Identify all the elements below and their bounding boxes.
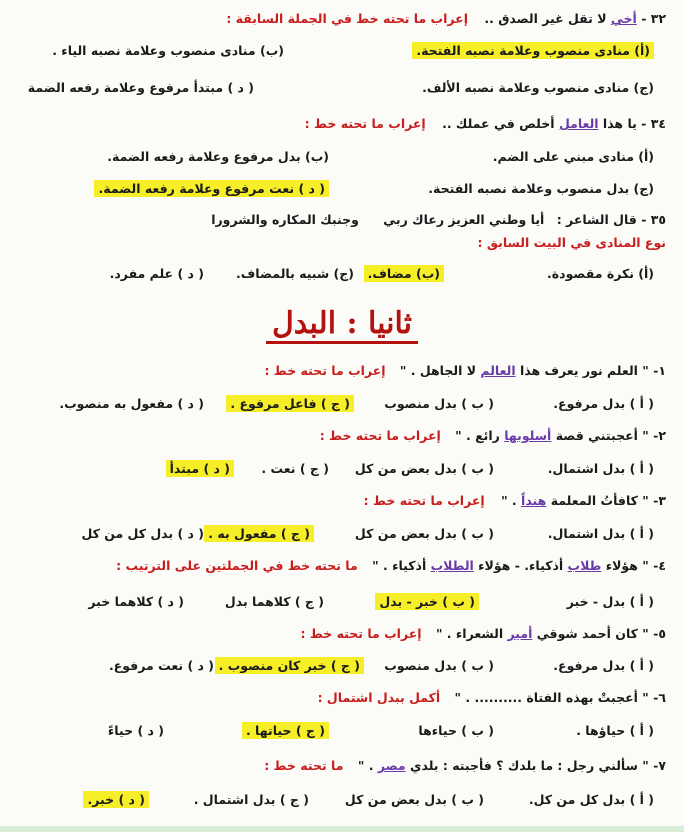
q35-instruction: نوع المنادى في البيت السابق : [477,235,666,250]
b4-option-a[interactable]: ( أ ) بدل - خبر [566,594,654,609]
q35-verse-first: أيا وطني العزيز رعاك ربي [383,212,545,227]
q32-option-c[interactable]: (ج) منادى منصوب وعلامة نصبه الألف. [422,80,654,95]
q34-instruction: إعراب ما تحته خط : [304,116,426,131]
section-title: ثانيا : البدل [0,306,684,341]
q35-stem [10,209,666,231]
b6-option-b[interactable]: ( ب ) حياءها [418,723,494,738]
b1-option-c[interactable]: ( ج ) فاعل مرفوع . [226,393,354,415]
b4-text-post: أذكياء . " [372,558,427,573]
b2-number: ٢- [653,428,666,443]
b3-option-b[interactable]: ( ب ) بدل بعض من كل [354,526,494,541]
b5-text-pre: " كان أحمد شوقي [536,626,649,641]
q32-option-a[interactable]: (أ) منادى منصوب وعلامة نصبه الفتحة. [412,40,654,62]
b3-option-c[interactable]: ( ج ) مفعول به . [204,523,314,545]
b5-option-a[interactable]: ( أ ) بدل مرفوع. [553,658,654,673]
b6-option-a[interactable]: ( أ ) حياؤها . [576,723,654,738]
b3-underlined-word: هنداً [521,493,547,508]
b1-stem [10,360,666,382]
b1-option-b[interactable]: ( ب ) بدل منصوب [384,396,494,411]
b2-instruction: إعراب ما تحته خط : [319,428,441,443]
b7-option-a[interactable]: ( أ ) بدل كل من كل. [528,792,654,807]
b1-option-a[interactable]: ( أ ) بدل مرفوع. [553,396,654,411]
q34-underlined-word: العامل [558,116,599,131]
b2-text-post: رائع . " [455,428,500,443]
b4-option-c[interactable]: ( ج ) كلاهما بدل [224,594,324,609]
b2-option-b[interactable]: ( ب ) بدل بعض من كل [354,461,494,476]
q34-option-b[interactable]: (ب) بدل مرفوع وعلامة رفعه الضمة. [107,149,329,164]
b3-text-post: . " [501,493,517,508]
b3-stem [10,490,666,512]
b3-option-a[interactable]: ( أ ) بدل اشتمال. [547,526,654,541]
b6-text-post: . " [454,690,471,705]
b4-stem [10,555,666,577]
b5-stem [10,623,666,645]
b7-option-c[interactable]: ( ج ) بدل اشتمال . [193,792,309,807]
q32-option-b[interactable]: (ب) منادى منصوب وعلامة نصبه الياء . [52,43,284,58]
b2-underlined-word: أسلوبها [504,428,552,443]
b3-option-d[interactable]: ( د ) بدل كل من كل [81,526,204,541]
q35-number: ٣٥ - قال الشاعر : [556,212,666,227]
b6-number: ٦- [653,690,666,705]
b1-text-pre: " العلم نور يعرف هذا [519,363,649,378]
b1-option-d[interactable]: ( د ) مفعول به منصوب. [59,396,204,411]
b4-instruction: ما تحته خط في الجملتين على الترتيب : [116,558,358,573]
q34-option-c[interactable]: (ج) بدل منصوب وعلامة نصبه الفتحة. [428,181,654,196]
b5-option-b[interactable]: ( ب ) بدل منصوب [384,658,494,673]
b5-instruction: إعراب ما تحته خط : [300,626,422,641]
b2-stem [10,425,666,447]
q32-number: ٣٢ - [641,11,666,26]
b6-text-pre: " أعجبتْ بهذه الفتاة .......... [474,690,649,705]
b4-underlined-word-second: الطلاب [430,558,474,573]
b1-underlined-word: العالم [480,363,516,378]
q34-text-pre: ٣٤ - يا هذا [602,116,666,131]
b5-text-post: الشعراء . " [435,626,504,641]
q34-option-a[interactable]: (أ) منادى مبني على الضم. [492,149,654,164]
b5-option-c[interactable]: ( ج ) خبر كان منصوب . [215,655,364,677]
b2-option-d[interactable]: ( د ) مبتدأ [166,458,234,480]
q35-option-c[interactable]: (ج) شبيه بالمضاف. [236,266,354,281]
b7-text-pre: " سألني رجل : ما بلدك ؟ فأجبته : بلدي [410,758,649,773]
b1-text-post: لا الجاهل . " [399,363,477,378]
bottom-bar [0,826,684,832]
b2-text-pre: " أعجبتني قصة [555,428,649,443]
q32-instruction: إعراب ما تحته خط في الجملة السابقة : [226,11,468,26]
b3-number: ٣- [653,493,666,508]
q34-option-d[interactable]: ( د ) نعت مرفوع وعلامة رفعه الضمة. [94,178,329,200]
b1-number: ١- [653,363,666,378]
b7-number: ٧- [653,758,666,773]
b7-underlined-word: مصر [377,758,406,773]
b2-option-a[interactable]: ( أ ) بدل اشتمال. [547,461,654,476]
q35-verse-second: وجنبك المكاره والشرورا [211,212,359,227]
b7-stem [10,755,666,777]
b4-option-d[interactable]: ( د ) كلاهما خبر [88,594,184,609]
b7-option-b[interactable]: ( ب ) بدل بعض من كل [344,792,484,807]
b3-text-pre: " كافأتُ المعلمة [550,493,649,508]
b4-underlined-word-first: طلاب [567,558,602,573]
b5-underlined-word: أمير [507,626,533,641]
q35-option-d[interactable]: ( د ) علم مفرد. [109,266,204,281]
q34-stem [10,113,666,135]
b6-stem [10,687,666,709]
b7-instruction: ما تحته خط : [264,758,344,773]
q32-option-d[interactable]: ( د ) مبتدأ مرفوع وعلامة رفعه الضمة [27,80,254,95]
b6-option-d[interactable]: ( د ) حياءً [107,723,164,738]
q32-underlined-word: أخي [610,11,637,26]
b6-option-c[interactable]: ( ج ) حياتها . [242,720,329,742]
b2-option-c[interactable]: ( ج ) نعت . [261,461,329,476]
q34-text-post: أخلص في عملك .. [442,116,555,131]
b7-text-post: . " [357,758,374,773]
b4-number: ٤- [653,558,666,573]
b1-instruction: إعراب ما تحته خط : [264,363,386,378]
b4-text-mid: أذكياء. - هؤلاء [478,558,564,573]
b4-option-b[interactable]: ( ب ) خبر - بدل [375,591,479,613]
b5-number: ٥- [653,626,666,641]
b6-instruction: أكمل ببدل اشتمال : [317,690,441,705]
b3-instruction: إعراب ما تحته خط : [363,493,485,508]
q35-option-a[interactable]: (أ) نكرة مقصودة. [547,266,654,281]
b5-option-d[interactable]: ( د ) نعت مرفوع. [108,658,214,673]
b7-option-d[interactable]: ( د ) خبر. [83,789,149,811]
q32-text: لا تقل غير الصدق .. [484,11,607,26]
b4-text-pre: " هؤلاء [605,558,649,573]
q35-option-b[interactable]: (ب) مضاف. [364,263,444,285]
q32-stem [10,8,666,30]
